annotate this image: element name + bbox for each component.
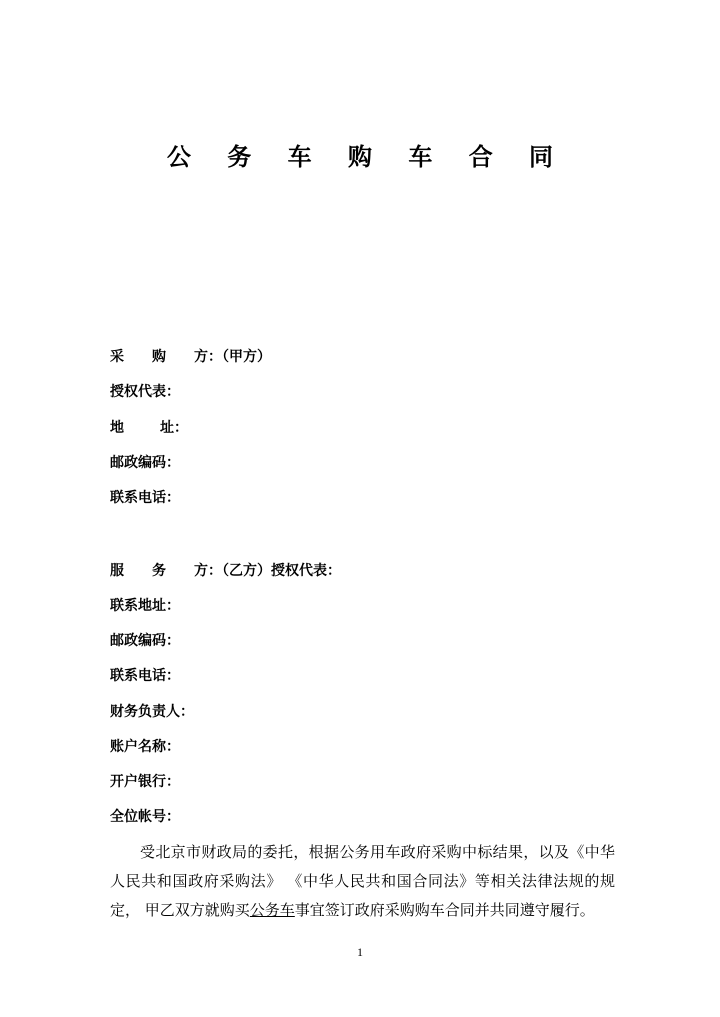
- buyer-address-label: [110, 418, 188, 438]
- buyer-address-char-2: 址：: [160, 420, 188, 436]
- contract-title: 公 务 车 购 车 合 同: [166, 143, 568, 171]
- finance-officer-label: 财务负责人：: [110, 704, 194, 720]
- buyer-label-char-2: 购: [152, 349, 166, 365]
- buyer-address-char-1: 地: [110, 420, 124, 436]
- service-label-char-3: 方: [194, 563, 208, 579]
- preamble-text-1: 受北京市财政局的委托，根据公务用车政府采购中标结果，以及《中华人民共和国政府采购法》 《中华人民共和国合同法》等相关法律法规的规定， 甲乙双方就购买: [110, 843, 615, 919]
- buyer-label-char-3: 方: [194, 349, 208, 365]
- buyer-label-suffix: ：（甲方）: [208, 349, 271, 365]
- service-label-suffix: ：（乙方）授权代表：: [208, 563, 341, 579]
- account-number-label: 全位帐号：: [110, 809, 180, 825]
- account-name-label: 账户名称：: [110, 739, 180, 755]
- buyer-postcode-label: 邮政编码：: [110, 455, 180, 471]
- buyer-representative-label: 授权代表：: [110, 384, 180, 400]
- bank-label: 开户银行：: [110, 774, 180, 790]
- buyer-label-char-1: 采: [110, 349, 124, 365]
- contract-preamble: [110, 838, 615, 925]
- preamble-underlined-term: 公务车: [249, 901, 295, 919]
- service-postcode-label: 邮政编码：: [110, 633, 180, 649]
- buyer-phone-label: 联系电话：: [110, 490, 180, 506]
- service-address-label: 联系地址：: [110, 598, 180, 614]
- service-party-label: [110, 561, 341, 581]
- page-number: 1: [357, 945, 363, 959]
- preamble-text-2: 事宜签订政府采购购车合同并共同遵守履行。: [294, 901, 595, 919]
- service-phone-label: 联系电话：: [110, 668, 180, 684]
- service-label-char-2: 务: [152, 563, 166, 579]
- buyer-party-label: [110, 347, 271, 367]
- service-label-char-1: 服: [110, 563, 124, 579]
